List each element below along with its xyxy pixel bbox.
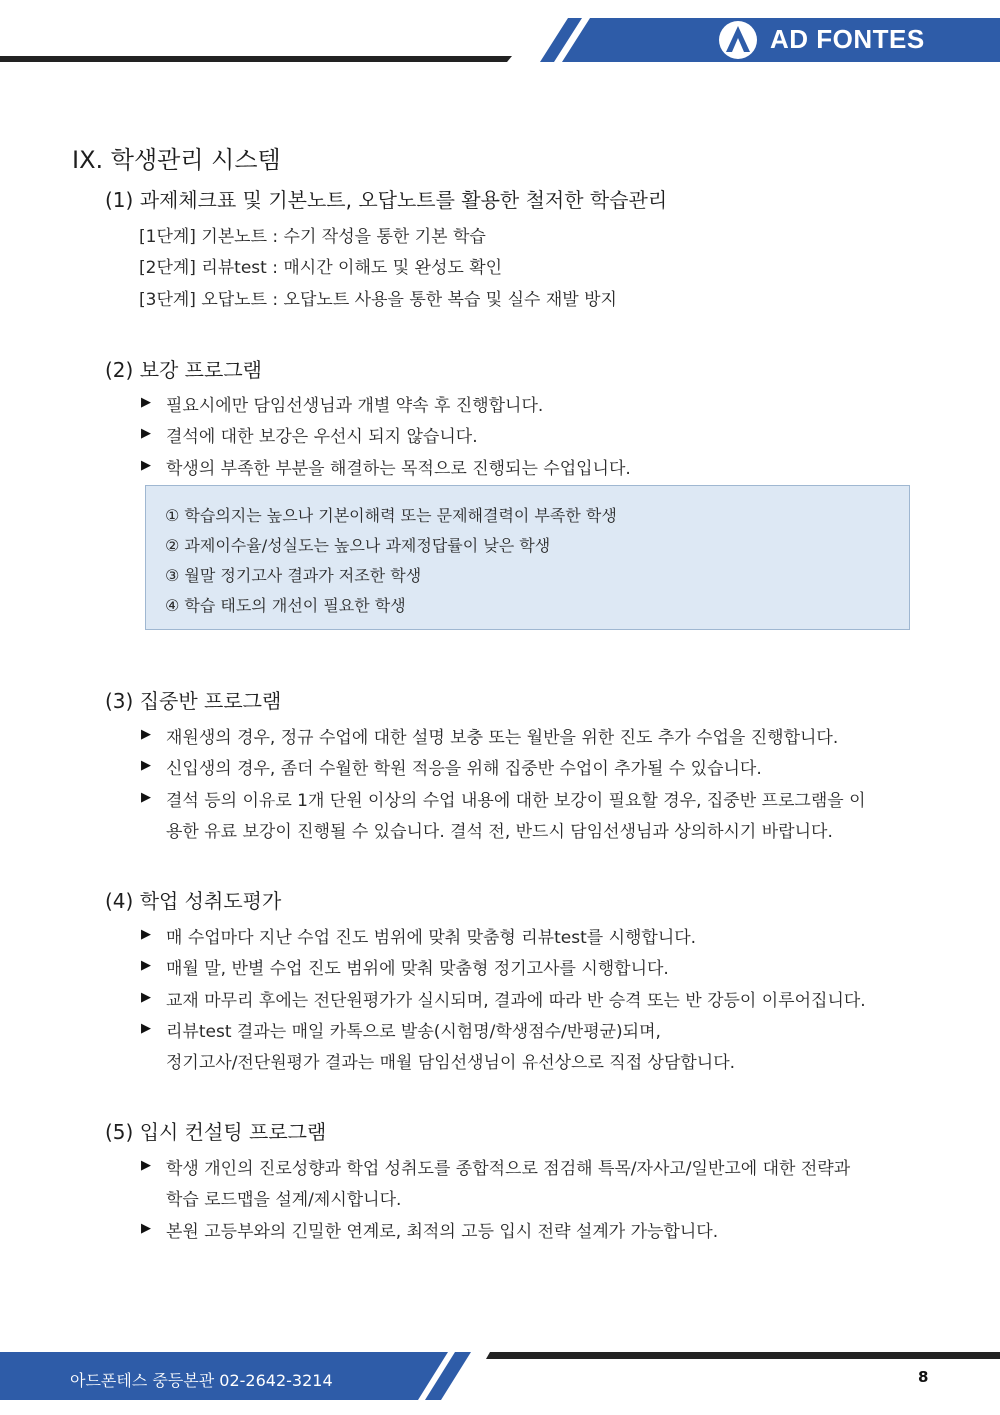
criteria-item: ③ 월말 정기고사 결과가 저조한 학생 xyxy=(165,566,422,585)
bullet-text: 결석에 대한 보강은 우선시 되지 않습니다. xyxy=(166,427,478,447)
bullet-text: 필요시에만 담임선생님과 개별 약속 후 진행합니다. xyxy=(166,396,544,416)
bullet-icon: ▶ xyxy=(141,990,151,1005)
bullet-text: 매 수업마다 지난 수업 진도 범위에 맞춰 맞춤형 리뷰test를 시행합니다. xyxy=(166,928,697,948)
section-1-heading: (1) 과제체크표 및 기본노트, 오답노트를 활용한 철저한 학습관리 xyxy=(105,188,668,212)
bullet-icon: ▶ xyxy=(141,927,151,942)
step-line: [2단계] 리뷰test : 매시간 이해도 및 완성도 확인 xyxy=(139,258,503,278)
bullet-text: 학생의 부족한 부분을 해결하는 목적으로 진행되는 수업입니다. xyxy=(166,459,631,479)
bullet-text-continuation: 정기고사/전단원평가 결과는 매월 담임선생님이 유선상으로 직접 상담합니다. xyxy=(166,1053,736,1073)
bullet-text: 학생 개인의 진로성향과 학업 성취도를 종합적으로 점검해 특목/자사고/일반고에 대한 전략과 xyxy=(166,1159,851,1179)
bullet-text: 리뷰test 결과는 매일 카톡으로 발송(시험명/학생점수/반평균)되며, xyxy=(166,1022,661,1042)
bullet-icon: ▶ xyxy=(141,790,151,805)
criteria-item: ④ 학습 태도의 개선이 필요한 학생 xyxy=(165,596,406,615)
bullet-text-continuation: 용한 유료 보강이 진행될 수 있습니다. 결석 전, 반드시 담임선생님과 상의하시기 바랍니다. xyxy=(166,822,833,842)
footer-dark-rule xyxy=(486,1352,1000,1359)
bullet-text: 결석 등의 이유로 1개 단원 이상의 수업 내용에 대한 보강이 필요할 경우, 집중반 프로그램을 이 xyxy=(166,791,866,811)
bullet-icon: ▶ xyxy=(141,1021,151,1036)
criteria-item: ① 학습의지는 높으나 기본이해력 또는 문제해결력이 부족한 학생 xyxy=(165,506,617,525)
section-2-heading: (2) 보강 프로그램 xyxy=(105,358,262,382)
section-3-heading: (3) 집중반 프로그램 xyxy=(105,689,282,713)
bullet-text: 매월 말, 반별 수업 진도 범위에 맞춰 맞춤형 정기고사를 시행합니다. xyxy=(166,959,669,979)
bullet-text: 재원생의 경우, 정규 수업에 대한 설명 보충 또는 월반을 위한 진도 추가 수업을 진행합니다. xyxy=(166,728,839,748)
bullet-icon: ▶ xyxy=(141,426,151,441)
section-5-heading: (5) 입시 컨설팅 프로그램 xyxy=(105,1120,327,1144)
step-line: [3단계] 오답노트 : 오답노트 사용을 통한 복습 및 실수 재발 방지 xyxy=(139,290,617,310)
bullet-icon: ▶ xyxy=(141,458,151,473)
bullet-text: 본원 고등부와의 긴밀한 연계로, 최적의 고등 입시 전략 설계가 가능합니다. xyxy=(166,1222,719,1242)
criteria-item: ② 과제이수율/성실도는 높으나 과제정답률이 낮은 학생 xyxy=(165,536,551,555)
bullet-icon: ▶ xyxy=(141,1221,151,1236)
page-number: 8 xyxy=(918,1368,929,1386)
step-line: [1단계] 기본노트 : 수기 작성을 통한 기본 학습 xyxy=(139,227,486,247)
footer-contact: 아드폰테스 중등본관 02-2642-3214 xyxy=(70,1371,333,1390)
criteria-box xyxy=(145,485,910,630)
a-letter-circle-icon xyxy=(719,21,757,59)
section-4-heading: (4) 학업 성취도평가 xyxy=(105,889,282,913)
bullet-icon: ▶ xyxy=(141,1158,151,1173)
brand-logo-text: AD FONTES xyxy=(770,24,925,54)
bullet-text: 교재 마무리 후에는 전단원평가가 실시되며, 결과에 따라 반 승격 또는 반 강등이 이루어집니다. xyxy=(166,991,866,1011)
bullet-text-continuation: 학습 로드맵을 설계/제시합니다. xyxy=(166,1190,402,1210)
bullet-icon: ▶ xyxy=(141,727,151,742)
bullet-icon: ▶ xyxy=(141,395,151,410)
bullet-icon: ▶ xyxy=(141,758,151,773)
bullet-icon: ▶ xyxy=(141,958,151,973)
page-title: IX. 학생관리 시스템 xyxy=(72,146,281,174)
bullet-text: 신입생의 경우, 좀더 수월한 학원 적응을 위해 집중반 수업이 추가될 수 있습니다. xyxy=(166,759,762,779)
header-dark-rule xyxy=(0,56,512,62)
